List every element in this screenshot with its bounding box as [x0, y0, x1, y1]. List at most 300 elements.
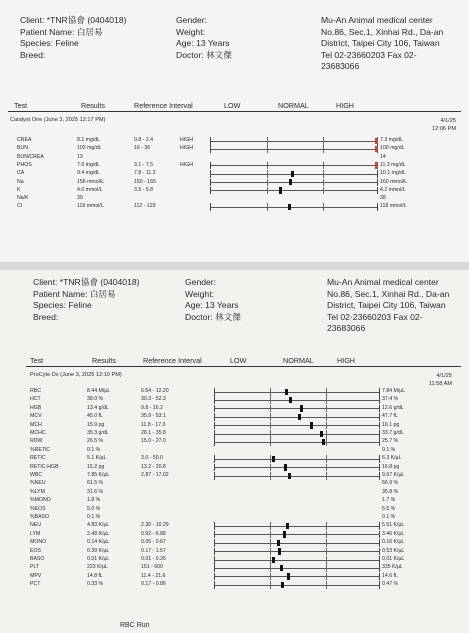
table-row [0, 170, 469, 178]
table-row [0, 522, 469, 530]
table-row [0, 413, 469, 421]
range-divider [323, 187, 324, 195]
range-divider [267, 137, 268, 145]
range-line [215, 568, 379, 569]
table-row [0, 472, 469, 480]
range-line [215, 585, 379, 586]
table-row [0, 539, 469, 547]
reference-interval: 3.0 - 50.0 [141, 455, 163, 462]
test-result: 5.1 K/µL [87, 455, 107, 462]
table-row [0, 564, 469, 572]
col-reference: Reference Interval [134, 101, 193, 110]
test-name: CREA [17, 137, 32, 143]
test-name: %NEU [30, 480, 46, 487]
test-result: 13.4 g/dL [87, 404, 109, 411]
test-name: Na/K [17, 195, 29, 202]
hematology-report [0, 270, 469, 633]
table-row [0, 195, 469, 203]
range-line [215, 434, 379, 435]
range-line [215, 417, 379, 418]
table-row [0, 497, 469, 505]
test-result: 15.2 pg [87, 463, 105, 470]
result-marker [300, 405, 303, 411]
previous-result: 5.5 % [382, 505, 396, 512]
test-result: 15.9 pg [87, 421, 105, 428]
previous-result: 16.1 pg [382, 421, 400, 428]
previous-result: 14 [380, 153, 386, 160]
range-divider [323, 137, 324, 145]
previous-result: 0.1 % [382, 446, 396, 453]
range-bar [214, 430, 380, 438]
test-name: BUN/CREA [17, 153, 44, 160]
test-name: BUN [17, 145, 28, 152]
test-name: %LYM [30, 488, 45, 495]
test-name: RETIC [30, 455, 46, 462]
range-divider [323, 203, 324, 211]
high-flag: HIGH [180, 145, 193, 152]
test-name: PCT [30, 581, 41, 588]
result-marker [278, 548, 281, 554]
test-name: %BASO [30, 514, 50, 520]
range-bar [210, 187, 378, 195]
breed: Breed: [20, 49, 46, 60]
range-divider [267, 203, 268, 211]
reference-interval: 7.8 - 11.3 [134, 170, 156, 177]
range-line [215, 543, 379, 544]
range-line [215, 467, 379, 468]
result-marker [375, 138, 378, 144]
range-divider [270, 422, 271, 430]
col-high: HIGH [336, 101, 354, 110]
test-result: 0.33 % [87, 581, 104, 588]
previous-date-value: 4/1/25 [436, 373, 452, 379]
range-divider [267, 170, 268, 178]
test-result: 7.6 mg/dL [77, 161, 101, 168]
range-bar [210, 137, 378, 145]
range-divider [326, 405, 327, 413]
clinic-phone: Tel 02-23660203 Fax 02- [327, 311, 423, 322]
chemistry-report [0, 0, 469, 262]
table-row [0, 396, 469, 404]
range-divider [326, 396, 327, 404]
previous-result: 0.16 K/µL [382, 539, 405, 546]
range-bar [214, 413, 380, 421]
range-bar [214, 388, 380, 396]
range-line [215, 408, 379, 409]
previous-result: 0.1 % [382, 514, 396, 520]
previous-result: 160 mmol/L [380, 178, 408, 185]
previous-result: 12.6 g/dL [382, 404, 404, 411]
reference-interval: 15.0 - 27.0 [141, 438, 166, 445]
test-name: HGB [30, 404, 42, 411]
previous-result: 35.8 % [382, 488, 399, 495]
col-high: HIGH [337, 356, 355, 365]
test-result: 5.0 % [87, 505, 101, 512]
test-name: NEU [30, 522, 41, 529]
result-marker [288, 204, 291, 210]
range-divider [326, 472, 327, 480]
table-row [0, 438, 469, 446]
test-result: 8.44 M/µL [87, 388, 111, 394]
previous-result: 9.67 K/µL [382, 472, 405, 478]
range-divider [326, 564, 327, 572]
reference-interval: 0.01 - 0.26 [141, 556, 166, 562]
previous-result: 4.2 mmol/L [380, 186, 406, 193]
previous-result: 0.47 % [382, 581, 399, 588]
reference-interval: 16 - 36 [134, 145, 151, 152]
range-divider [326, 573, 327, 581]
range-bar [214, 581, 380, 589]
reference-interval: 2.30 - 10.29 [141, 522, 169, 529]
range-divider [326, 531, 327, 539]
table-row [0, 422, 469, 430]
previous-result: 5.51 K/µL [382, 522, 405, 529]
range-divider [270, 472, 271, 480]
col-reference: Reference Interval [143, 356, 202, 365]
clinic-address-1: No.86, Sec.1, Xinhai Rd., Da-an [327, 288, 450, 299]
range-bar [214, 422, 380, 430]
result-marker [281, 582, 284, 588]
range-divider [326, 413, 327, 421]
previous-result: 37.4 % [382, 396, 399, 403]
client-label: Client: *TNR協會 (0404018) [20, 15, 127, 25]
col-low: LOW [230, 356, 247, 365]
reference-interval: 0.17 - 0.86 [141, 581, 166, 588]
reference-interval: 30.3 - 52.3 [141, 396, 166, 403]
range-bar [214, 472, 380, 480]
test-name: %MONO [30, 497, 51, 504]
result-marker [285, 389, 288, 395]
range-divider [326, 556, 327, 564]
previous-result: 11.3 mg/dL [380, 161, 406, 168]
weight: Weight: [185, 288, 214, 299]
clinic-address-2: District, Taipei City 106, Taiwan [321, 38, 440, 48]
range-bar [214, 522, 380, 530]
patient-name: Patient Name: 白居易 [33, 288, 116, 299]
table-row [0, 506, 469, 514]
range-bar [214, 438, 380, 446]
test-result: 1.8 % [87, 497, 101, 504]
reference-interval: 3.1 - 7.5 [134, 161, 154, 168]
clinic-name: Mu-An Animal medical center [327, 277, 439, 287]
weight: Weight: [176, 26, 205, 37]
test-result: 4.0 mmol/L [77, 186, 103, 193]
previous-result: 0.53 K/µL [382, 547, 405, 554]
range-divider [323, 170, 324, 178]
section-title: Catalyst One (June 3, 2025 12:17 PM) [10, 117, 106, 123]
range-bar [214, 539, 380, 547]
range-bar [214, 564, 380, 572]
range-bar [210, 145, 378, 153]
table-row [0, 187, 469, 195]
previous-result: 6.3 K/µL [382, 455, 402, 462]
result-marker [286, 523, 289, 529]
previous-date [400, 372, 452, 388]
test-result: 45.0 fL [87, 413, 103, 420]
reference-interval: 35.9 - 53.1 [141, 413, 166, 420]
range-line [211, 141, 377, 142]
result-marker [298, 414, 301, 420]
test-name: MCV [30, 413, 42, 420]
range-divider [326, 464, 327, 472]
range-line [215, 526, 379, 527]
range-bar [214, 556, 380, 564]
previous-result: 56.9 % [382, 480, 399, 487]
header-divider [26, 366, 461, 367]
previous-result: 25.7 % [382, 438, 399, 445]
test-name: MCHC [30, 430, 46, 436]
range-bar [210, 170, 378, 178]
result-marker [291, 171, 294, 177]
table-row [0, 430, 469, 438]
test-result: 0.1 % [87, 446, 101, 453]
range-divider [270, 539, 271, 547]
high-flag: HIGH [180, 137, 193, 143]
reference-interval: 3.5 - 5.8 [134, 186, 154, 193]
range-divider [326, 548, 327, 556]
result-marker [375, 162, 378, 168]
previous-result: 3.46 K/µL [382, 530, 405, 537]
reference-interval: 11.4 - 21.6 [141, 572, 166, 579]
table-row [0, 455, 469, 463]
range-divider [270, 396, 271, 404]
result-marker [279, 187, 282, 193]
range-divider [270, 464, 271, 472]
reference-interval: 6.54 - 12.20 [141, 388, 169, 394]
test-name: MCH [30, 421, 42, 428]
client-label: Client: *TNR協會 (0404018) [33, 277, 140, 287]
range-divider [326, 522, 327, 530]
range-divider [323, 179, 324, 187]
test-result: 14.8 fL [87, 572, 103, 579]
previous-time-value: 11:58 AM [428, 381, 452, 387]
range-bar [210, 203, 378, 211]
test-name: PLT [30, 564, 40, 571]
range-divider [326, 388, 327, 396]
table-row [0, 556, 469, 564]
test-name: MONO [30, 539, 47, 546]
range-divider [323, 162, 324, 170]
previous-result: 10.1 mg/dL [380, 170, 406, 177]
range-bar [210, 162, 378, 170]
table-row [0, 531, 469, 539]
result-marker [289, 179, 292, 185]
range-divider [326, 539, 327, 547]
col-test: Test [30, 356, 44, 365]
reference-interval: 0.05 - 0.67 [141, 539, 166, 546]
test-name: %EOS [30, 505, 46, 512]
range-divider [270, 573, 271, 581]
table-row [0, 573, 469, 581]
result-marker [280, 565, 283, 571]
table-row [0, 405, 469, 413]
header-divider [8, 111, 461, 112]
test-name: %RETIC [30, 446, 51, 453]
previous-result: 100 mg/dL [380, 145, 405, 152]
range-divider [267, 179, 268, 187]
range-divider [326, 422, 327, 430]
previous-result: 33.7 g/dL [382, 430, 404, 436]
previous-date [406, 117, 456, 133]
result-marker [320, 431, 323, 437]
test-result: 7.85 K/µL [87, 472, 110, 478]
section-title: ProCyte Dx (June 3, 2025 12:10 PM) [30, 372, 122, 378]
test-result: 39 [77, 195, 83, 202]
col-test: Test [14, 101, 28, 110]
previous-result: 16.8 pg [382, 463, 400, 470]
clinic-fax: 23683066 [321, 61, 360, 71]
test-result: 0.39 K/µL [87, 547, 110, 554]
range-line [215, 442, 379, 443]
test-name: Na [17, 178, 24, 185]
table-row [0, 548, 469, 556]
patient-name: Patient Name: 白居易 [20, 26, 103, 37]
test-name: RDW [30, 438, 43, 445]
table-row [0, 514, 469, 522]
range-line [215, 400, 379, 401]
col-results: Results [92, 356, 116, 365]
range-bar [210, 179, 378, 187]
range-divider [270, 564, 271, 572]
result-marker [272, 557, 275, 563]
clinic-address-1: No.86, Sec.1, Xinhai Rd., Da-an [321, 26, 444, 37]
previous-result: 7.84 M/µL [382, 388, 406, 394]
test-result: 13 [77, 153, 83, 160]
table-row [0, 154, 469, 162]
test-name: RETIC-HGB [30, 463, 59, 470]
table-row [0, 137, 469, 145]
reference-interval: 112 - 129 [134, 203, 156, 210]
result-marker [289, 397, 292, 403]
reference-interval: 0.8 - 2.4 [134, 137, 154, 143]
table-row [0, 145, 469, 153]
species: Species: Feline [20, 38, 79, 48]
range-bar [214, 464, 380, 472]
range-line [215, 551, 379, 552]
range-bar [214, 455, 380, 463]
test-result: 35.3 g/dL [87, 430, 109, 436]
test-result: 119 mmol/L [77, 203, 104, 210]
test-name: Cl [17, 203, 22, 210]
reference-interval: 28.1 - 35.8 [141, 430, 166, 436]
range-bar [214, 573, 380, 581]
previous-time-value: 12:06 PM [432, 126, 456, 132]
test-name: BASO [30, 556, 45, 562]
range-divider [326, 455, 327, 463]
previous-date-value: 4/1/25 [440, 118, 456, 124]
previous-result: 1.7 % [382, 497, 396, 504]
gender: Gender: [185, 277, 217, 287]
test-result: 0.1 % [87, 514, 101, 520]
test-name: K [17, 186, 21, 193]
doctor: Doctor: 林文傑 [176, 49, 232, 60]
range-line [215, 425, 379, 426]
table-row [0, 203, 469, 211]
gender: Gender: [176, 15, 208, 25]
result-marker [322, 439, 325, 445]
previous-result: 14.6 fL [382, 572, 398, 579]
test-result: 26.5 % [87, 438, 104, 445]
reference-interval: 2.87 - 17.02 [141, 472, 169, 478]
range-line [215, 534, 379, 535]
range-divider [270, 388, 271, 396]
range-divider [326, 430, 327, 438]
reference-interval: 0.17 - 1.57 [141, 547, 166, 554]
range-divider [270, 548, 271, 556]
range-divider [270, 430, 271, 438]
previous-result: 118 mmol/L [380, 203, 407, 210]
doctor: Doctor: 林文傑 [185, 311, 241, 322]
range-line [215, 576, 379, 577]
range-line [211, 149, 377, 150]
clinic-phone: Tel 02-23660203 Fax 02- [321, 49, 417, 60]
test-name: LYM [30, 530, 41, 537]
test-name: RBC [30, 388, 41, 394]
table-row [0, 162, 469, 170]
result-marker [283, 531, 286, 537]
result-marker [375, 146, 378, 152]
range-divider [270, 531, 271, 539]
test-result: 0.14 K/µL [87, 539, 110, 546]
test-result: 2.48 K/µL [87, 530, 110, 537]
range-line [211, 182, 377, 183]
test-result: 31.6 % [87, 488, 104, 495]
breed: Breed: [33, 311, 59, 322]
col-results: Results [81, 101, 105, 110]
table-row [0, 447, 469, 455]
test-result: 156 mmol/L [77, 178, 105, 185]
col-normal: NORMAL [283, 356, 314, 365]
previous-result: 47.7 fL [382, 413, 398, 420]
range-divider [270, 438, 271, 446]
range-bar [214, 396, 380, 404]
result-marker [310, 422, 313, 428]
result-marker [288, 473, 291, 479]
previous-result: 38 [380, 195, 386, 202]
test-result: 61.5 % [87, 480, 104, 487]
test-result: 9.4 mg/dL [77, 170, 101, 177]
range-divider [326, 438, 327, 446]
test-result: 4.83 K/µL [87, 522, 110, 529]
range-bar [214, 548, 380, 556]
result-marker [287, 573, 290, 579]
reference-interval: 150 - 165 [134, 178, 156, 185]
result-marker [272, 456, 275, 462]
footer-label: RBC Run [120, 622, 150, 629]
range-divider [270, 405, 271, 413]
reference-interval: 0.92 - 6.88 [141, 530, 166, 537]
range-line [215, 476, 379, 477]
table-row [0, 388, 469, 396]
range-bar [214, 405, 380, 413]
range-divider [270, 522, 271, 530]
reference-interval: 11.8 - 17.3 [141, 421, 166, 428]
previous-result: 7.3 mg/dL [380, 137, 404, 143]
test-name: HCT [30, 396, 41, 403]
range-line [211, 207, 377, 208]
range-line [215, 459, 379, 460]
test-result: 8.1 mg/dL [77, 137, 101, 143]
range-divider [267, 145, 268, 153]
table-row [0, 581, 469, 589]
range-line [215, 560, 379, 561]
range-divider [323, 145, 324, 153]
range-line [211, 174, 377, 175]
test-name: PHOS [17, 161, 32, 168]
range-divider [267, 162, 268, 170]
test-result: 223 K/µL [87, 564, 108, 571]
table-row [0, 480, 469, 488]
